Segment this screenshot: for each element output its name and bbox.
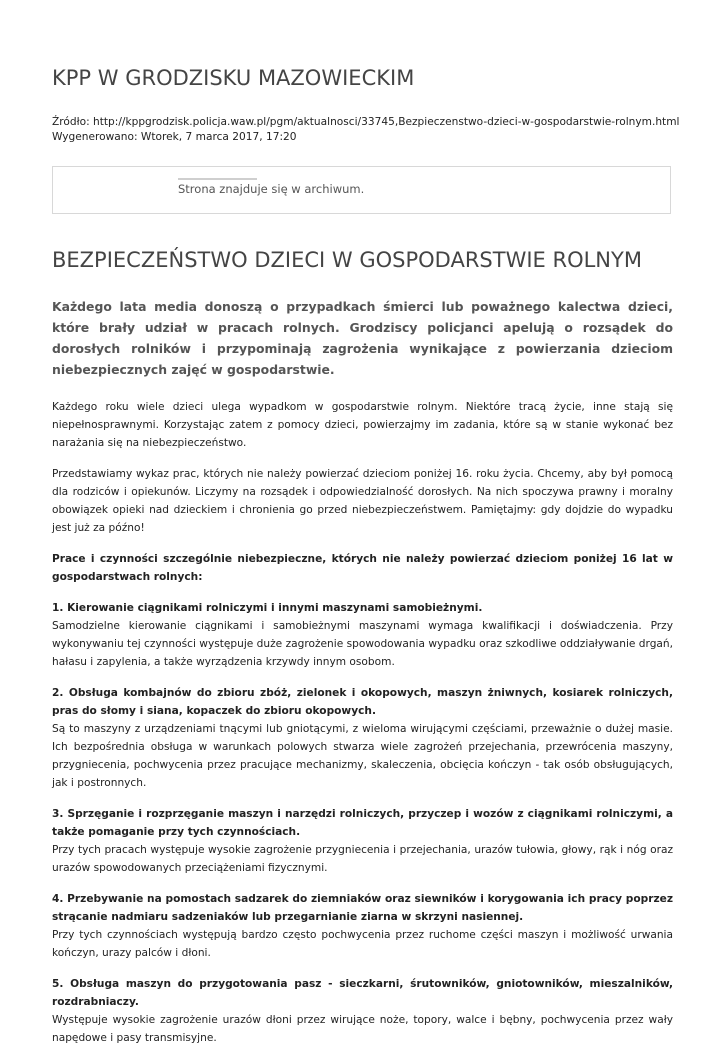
list-item-title: 3. Sprzęganie i rozprzęganie maszyn i narzędzi rolniczych, przyczep i wozów z ciągnikami rolniczymi, a także pomaganie przy tych czynnościach. [52, 808, 673, 838]
archive-notice-box [52, 166, 671, 214]
article-content [52, 296, 673, 1060]
generated-date: Wygenerowano: Wtorek, 7 marca 2017, 17:20 [52, 130, 297, 143]
list-item-title: 1. Kierowanie ciągnikami rolniczymi i innymi maszynami samobieżnymi. [52, 602, 483, 614]
list-item-text: Samodzielne kierowanie ciągnikami i samobieżnymi maszynami wymaga kwalifikacji i doświadczenia. Przy wykonywaniu tej czynności występuje duże zagrożenie spowodowania wypadku oraz szkodliwe oddziaływanie drgań, hałasu i zapylenia, a także wyrządzenia krzywdy innym osobom. [52, 620, 673, 668]
archive-divider [178, 178, 257, 180]
paragraph: Przedstawiamy wykaz prac, których nie należy powierzać dzieciom poniżej 16. roku życia. Chcemy, aby był pomocą dla rodziców i opiekunów. Liczymy na rozsądek i odpowiedzialność dorosłych. Na nich spoczywa prawny i moralny obowiązek opieki nad dzieckiem i chronienia go przed niebezpieczeństwem. Pamiętajmy: gdy dojdzie do wypadku jest już za późno! [52, 468, 673, 534]
list-item [52, 805, 673, 877]
list-item-text: Przy tych pracach występuje wysokie zagrożenie przygniecenia i przejechania, urazów tułowia, głowy, rąk i nóg oraz urazów spowodowanych przeciążeniami fizycznymi. [52, 844, 673, 874]
section-heading: Prace i czynności szczególnie niebezpieczne, których nie należy powierzać dzieciom poniżej 16 lat w gospodarstwach rolnych: [52, 553, 673, 583]
source-url: Źródło: http://kppgrodzisk.policja.waw.pl/pgm/aktualnosci/33745,Bezpieczenstwo-dzieci-w-gospodarstwie-rolnym.html [52, 116, 680, 128]
article-title: BEZPIECZEŃSTWO DZIECI W GOSPODARSTWIE ROLNYM [52, 248, 642, 272]
document-meta [52, 115, 682, 144]
list-item-text: Są to maszyny z urządzeniami tnącymi lub gniotącymi, z wieloma wirującymi częściami, przeważnie o dużej masie. Ich bezpośrednia obsługa w warunkach polowych stwarza wiele zagrożeń przejechania, przewrócenia maszyny, przygniecenia, pochwycenia przez pracujące mechanizmy, skaleczenia, obcięcia kończyn - tak osób obsługujących, jak i postronnych. [52, 723, 673, 789]
list-item [52, 684, 673, 792]
list-item [52, 599, 673, 671]
list-item-text: Przy tych czynnościach występują bardzo często pochwycenia przez ruchome części maszyn i możliwość urwania kończyn, urazy palców i dłoni. [52, 929, 673, 959]
list-item [52, 890, 673, 962]
site-title: KPP W GRODZISKU MAZOWIECKIM [52, 66, 415, 90]
archive-notice: Strona znajduje się w archiwum. [178, 182, 365, 196]
paragraph: Każdego roku wiele dzieci ulega wypadkom w gospodarstwie rolnym. Niektóre tracą życie, inne stają się niepełnosprawnymi. Korzystając zatem z pomocy dzieci, powierzajmy im zadania, które są w stanie wykonać bez narażania się na niebezpieczeństwo. [52, 401, 673, 449]
article-lead: Każdego lata media donoszą o przypadkach śmierci lub poważnego kalectwa dzieci, które brały udział w pracach rolnych. Grodziscy policjanci apelują o rozsądek do dorosłych rolników i przypominają zagrożenia wynikające z powierzania dzieciom niebezpiecznych zajęć w gospodarstwie. [52, 299, 673, 377]
list-item-title: 2. Obsługa kombajnów do zbioru zbóż, zielonek i okopowych, maszyn żniwnych, kosiarek rolniczych, pras do słomy i siana, kopaczek do zbioru okopowych. [52, 687, 673, 717]
list-item-title: 4. Przebywanie na pomostach sadzarek do ziemniaków oraz siewników i korygowania ich pracy poprzez strącanie nadmiaru sadzeniaków lub przegarnianie ziarna w skrzyni nasiennej. [52, 893, 673, 923]
list-item [52, 975, 673, 1047]
list-item-text: Występuje wysokie zagrożenie urazów dłoni przez wirujące noże, topory, walce i bębny, pochwycenia przez wały napędowe i pasy transmisyjne. [52, 1014, 673, 1044]
list-item-title: 5. Obsługa maszyn do przygotowania pasz - sieczkarni, śrutowników, gniotowników, mieszalników, rozdrabniaczy. [52, 978, 673, 1008]
